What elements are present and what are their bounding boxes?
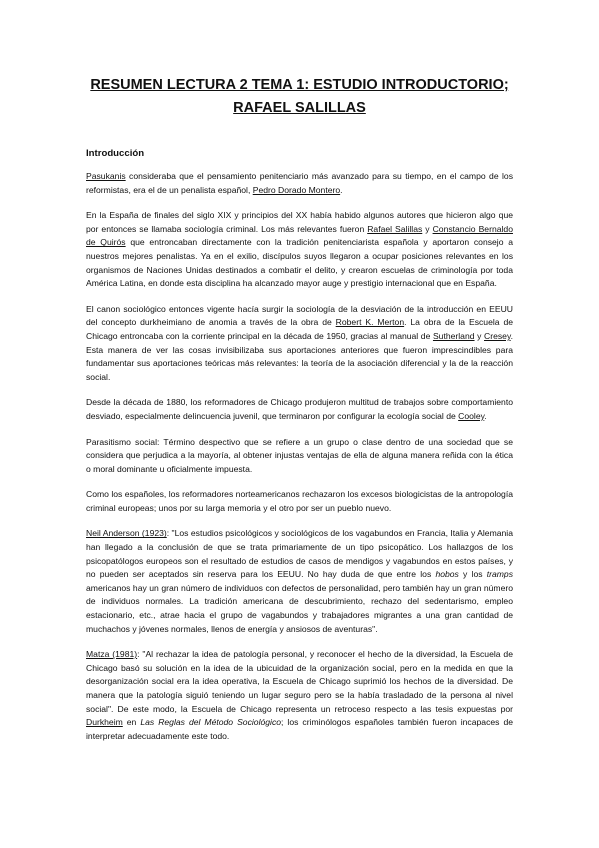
paragraph-text: consideraba que el pensamiento penitenciario más avanzado para su tiempo, en el campo de los reformistas, era el de un penalista español,	[86, 171, 513, 195]
paragraph-text: Desde la década de 1880, los reformadores de Chicago produjeron multitud de trabajos sobre comportamiento desviado, especialmente delincuencia juvenil, que terminaron por configurar la ecología social de	[86, 397, 513, 421]
quote-text: ; los criminólogos españoles también fueron incapaces de interpretar adecuadamente este todo.	[86, 717, 513, 741]
book-title: Las Reglas del Método Sociológico	[140, 717, 282, 728]
citation: Neil Anderson (1923)	[86, 528, 167, 539]
paragraph-text: .	[340, 184, 343, 195]
author-name: Sutherland	[432, 330, 475, 341]
paragraph-4	[86, 396, 513, 423]
author-name: Constancio Bernaldo de Quirós	[86, 223, 513, 248]
italic-term: hobos	[435, 569, 459, 580]
author-name: Pedro Dorado Montero	[252, 184, 341, 195]
quote-text: en	[122, 717, 141, 728]
quote-text: : "Los estudios psicológicos y sociológicos de los vagabundos en Francia, Italia y Alemania han llegado a la conclusión de que se trata primariamente de un tipo psicopático. Los hallazgos de los psicopatólogos europeos son el resultado de estudios de casos de mendigos y vagabundos en estos países, y no pueden ser aceptados sin reserva para los EEUU. No hay duda de que entre los	[86, 528, 513, 580]
author-name: Cooley	[458, 410, 485, 421]
paragraph-text: El canon sociológico entonces vigente hacía surgir la sociología de la desviación de la introducción en EEUU del concepto durkheimiano de anomia a través de la obra de	[86, 303, 513, 328]
section-heading: Introducción	[86, 148, 145, 159]
quote-text: americanos hay un gran número de individuos con defectos de personalidad, pero también hay un gran número de individuos normales. La tradición americana de descubrimiento, rechazo del sedentarismo, empleo estacionario, etc., atrae hacia el grupo de vagabundos y trabajadores migrantes a una gran cantidad de muchachos y jóvenes normales, llenos de energía y ansiosos de aventuras".	[86, 582, 513, 634]
paragraph-text: que entroncaban directamente con la tradición penitenciarista española y aportaron consejo a nuestros mejores penalistas. Ya en el exilio, discípulos suyos llegaron a ocupar posiciones relevantes en los organismos de Naciones Unidas destinados a combatir el delito, y crearon escuelas de criminología por toda América Latina, en donde esta disciplina ha alcanzado mayor auge y prestigio internacional que en España.	[86, 237, 513, 289]
author-name: Durkheim	[86, 717, 123, 728]
author-name: Cresey	[484, 330, 511, 341]
document-title	[86, 74, 513, 120]
paragraph-5: Parasitismo social: Término despectivo que se refiere a un grupo o clase dentro de una sociedad que se considera que perjudica a la mayoría, al obtener injustas ventajas de ella de alguna manera reñida con la ética o moral dominante u oficialmente impuesta.	[86, 436, 513, 474]
paragraph-6: Como los españoles, los reformadores norteamericanos rechazaron los excesos biologicistas de la antropología criminal europeas; unos por su larga memoria y el otro por ser un pueblo nuevo.	[86, 489, 513, 513]
paragraph-text: En la España de finales del siglo XIX y principios del XX había habido algunos autores que hicieron algo que por entonces se llamaba sociología criminal. Los más relevantes fueron	[86, 210, 513, 234]
italic-term: tramps	[486, 569, 513, 580]
paragraph-text: y	[422, 223, 433, 234]
paragraph-text: y	[474, 330, 485, 341]
paragraph-8	[86, 648, 513, 743]
author-name: Pasukanis	[86, 171, 126, 181]
title-line-2: RAFAEL SALILLAS	[233, 100, 366, 116]
paragraph-text: .	[484, 410, 487, 421]
paragraph-3	[86, 303, 513, 385]
author-name: Rafael Salillas	[367, 223, 423, 234]
quote-text: y los	[458, 569, 487, 580]
paragraph-text: . La obra de la Escuela de Chicago entroncaba con la corriente principal en la década de 1950, gracias al manual de	[86, 317, 513, 341]
paragraph-text: . Esta manera de ver las cosas invisibilizaba sus aportaciones anteriores que fueron imprescindibles para fundamentar sus aportaciones teóricas más relevantes: la teoría de la asociación diferencial y la de la reacción social.	[86, 330, 513, 382]
author-name: Robert K. Merton	[335, 317, 405, 328]
paragraph-2	[86, 209, 513, 291]
citation: Matza (1981)	[86, 649, 138, 660]
paragraph-1	[86, 170, 513, 197]
quote-text: : "Al rechazar la idea de patología personal, y reconocer el hecho de la diversidad, la Escuela de Chicago basó su solución en la idea de la ubicuidad de la organización social, pero en la medida en que la desorganización social era la idea operativa, la Escuela de Chicago suprimió los hechos de la diversidad. De manera que la patología siguió teniendo un lugar seguro pero se la había trasladado de la persona al nivel social". De este modo, la Escuela de Chicago representa un retroceso respecto a las tesis expuestas por	[86, 649, 513, 714]
paragraph-7	[86, 527, 513, 636]
title-line-1: RESUMEN LECTURA 2 TEMA 1: ESTUDIO INTRODUCTORIO;	[90, 77, 509, 93]
